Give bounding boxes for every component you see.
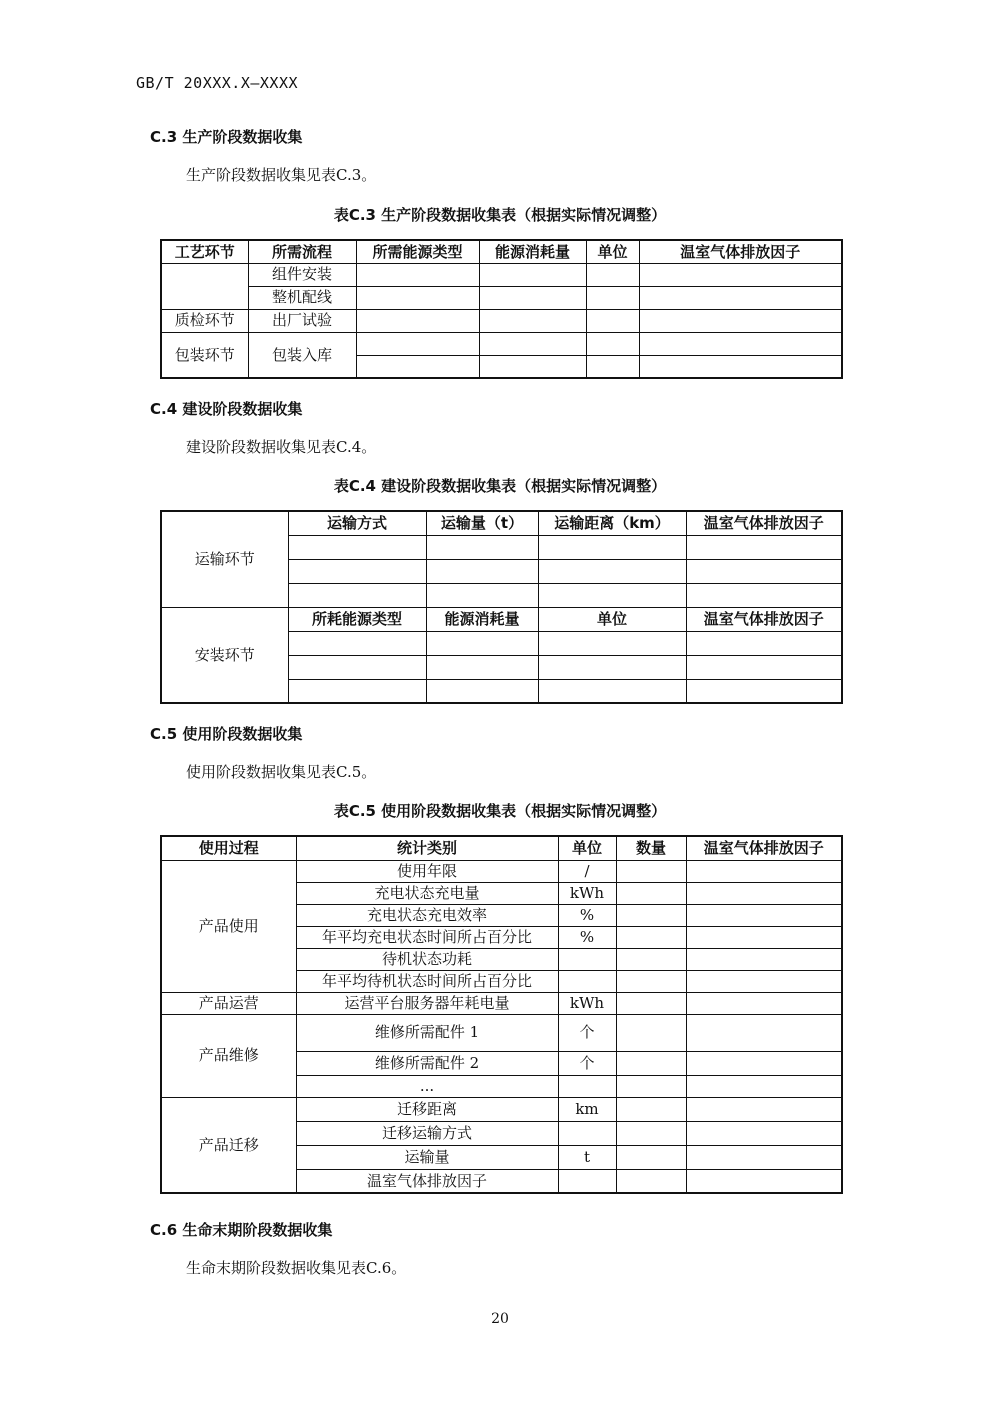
column-header: 所需流程 (248, 240, 356, 263)
paragraph-c3: 生产阶段数据收集见表C.3。 (186, 166, 377, 184)
column-header: 使用过程 (161, 836, 296, 860)
group-cell-move: 产品迁移 (161, 1097, 296, 1193)
empty-cell (616, 1121, 686, 1145)
empty-cell (639, 286, 842, 309)
stage-cell: 质检环节 (161, 309, 248, 332)
group-cell-use: 产品使用 (161, 860, 296, 992)
empty-cell (686, 948, 842, 970)
empty-cell (616, 1075, 686, 1097)
empty-cell (288, 679, 426, 703)
table-row (161, 1014, 842, 1051)
column-header: 能源消耗量 (426, 607, 538, 631)
column-header: 温室气体排放因子 (639, 240, 842, 263)
table-caption-c4: 表C.4 建设阶段数据收集表（根据实际情况调整） (333, 477, 667, 495)
table-row (161, 992, 842, 1014)
empty-cell (686, 882, 842, 904)
empty-cell (686, 631, 842, 655)
column-header: 单位 (586, 240, 639, 263)
item-cell: 运营平台服务器年耗电量 (296, 992, 558, 1014)
column-header: 运输量（t） (426, 511, 538, 535)
empty-cell (616, 882, 686, 904)
table-row (161, 332, 842, 355)
column-header: 温室气体排放因子 (686, 511, 842, 535)
empty-cell (356, 286, 479, 309)
table-c5 (160, 835, 843, 1194)
empty-cell (426, 679, 538, 703)
unit-cell (558, 1169, 616, 1193)
column-header: 单位 (558, 836, 616, 860)
empty-cell (686, 559, 842, 583)
empty-cell (479, 309, 586, 332)
empty-cell (479, 286, 586, 309)
empty-cell (686, 992, 842, 1014)
empty-cell (288, 631, 426, 655)
process-cell: 组件安装 (248, 263, 356, 286)
empty-cell (426, 631, 538, 655)
item-cell: 维修所需配件 1 (296, 1014, 558, 1051)
empty-cell (686, 926, 842, 948)
empty-cell (639, 309, 842, 332)
column-header: 统计类别 (296, 836, 558, 860)
empty-cell (538, 559, 686, 583)
empty-cell (356, 355, 479, 378)
empty-cell (288, 655, 426, 679)
section-title-c6: C.6 生命末期阶段数据收集 (150, 1221, 333, 1239)
table-header-row (161, 240, 842, 263)
empty-cell (639, 355, 842, 378)
empty-cell (686, 1145, 842, 1169)
empty-cell (686, 655, 842, 679)
item-cell: 年平均充电状态时间所占百分比 (296, 926, 558, 948)
empty-cell (686, 1014, 842, 1051)
column-header: 温室气体排放因子 (686, 836, 842, 860)
empty-cell (686, 583, 842, 607)
empty-cell (686, 1075, 842, 1097)
column-header: 所耗能源类型 (288, 607, 426, 631)
table-row (161, 309, 842, 332)
empty-cell (586, 286, 639, 309)
empty-cell (616, 970, 686, 992)
empty-cell (288, 559, 426, 583)
table-caption-c3: 表C.3 生产阶段数据收集表（根据实际情况调整） (333, 206, 667, 224)
item-cell: 年平均待机状态时间所占百分比 (296, 970, 558, 992)
stage-cell (161, 263, 248, 309)
item-cell: ... (296, 1075, 558, 1097)
page-number: 20 (491, 1311, 509, 1327)
empty-cell (616, 904, 686, 926)
group-cell-ops: 产品运营 (161, 992, 296, 1014)
table-row (161, 511, 842, 535)
item-cell: 待机状态功耗 (296, 948, 558, 970)
empty-cell (356, 309, 479, 332)
item-cell: 运输量 (296, 1145, 558, 1169)
table-c3 (160, 239, 843, 379)
column-header: 温室气体排放因子 (686, 607, 842, 631)
process-cell: 包装入库 (248, 332, 356, 378)
unit-cell: 个 (558, 1014, 616, 1051)
column-header: 运输方式 (288, 511, 426, 535)
unit-cell: % (558, 904, 616, 926)
table-caption-c5: 表C.5 使用阶段数据收集表（根据实际情况调整） (333, 802, 667, 820)
item-cell: 迁移运输方式 (296, 1121, 558, 1145)
item-cell: 温室气体排放因子 (296, 1169, 558, 1193)
empty-cell (616, 1097, 686, 1121)
column-header: 所需能源类型 (356, 240, 479, 263)
unit-cell (558, 948, 616, 970)
group-cell-maint: 产品维修 (161, 1014, 296, 1097)
empty-cell (288, 535, 426, 559)
empty-cell (479, 263, 586, 286)
column-header: 工艺环节 (161, 240, 248, 263)
empty-cell (479, 355, 586, 378)
process-cell: 整机配线 (248, 286, 356, 309)
section-title-c3: C.3 生产阶段数据收集 (150, 128, 303, 146)
empty-cell (639, 332, 842, 355)
unit-cell: % (558, 926, 616, 948)
unit-cell: 个 (558, 1051, 616, 1075)
unit-cell: / (558, 860, 616, 882)
item-cell: 维修所需配件 2 (296, 1051, 558, 1075)
empty-cell (686, 904, 842, 926)
empty-cell (686, 679, 842, 703)
unit-cell: t (558, 1145, 616, 1169)
table-row (161, 1097, 842, 1121)
empty-cell (538, 583, 686, 607)
empty-cell (686, 860, 842, 882)
empty-cell (616, 860, 686, 882)
empty-cell (538, 655, 686, 679)
empty-cell (479, 332, 586, 355)
empty-cell (586, 263, 639, 286)
table-c4 (160, 510, 843, 704)
item-cell: 充电状态充电效率 (296, 904, 558, 926)
empty-cell (586, 355, 639, 378)
empty-cell (686, 1097, 842, 1121)
column-header: 数量 (616, 836, 686, 860)
empty-cell (586, 309, 639, 332)
empty-cell (356, 263, 479, 286)
empty-cell (538, 631, 686, 655)
empty-cell (426, 655, 538, 679)
item-cell: 充电状态充电量 (296, 882, 558, 904)
unit-cell (558, 1121, 616, 1145)
column-header: 单位 (538, 607, 686, 631)
stage-cell-install: 安装环节 (161, 607, 288, 703)
column-header: 能源消耗量 (479, 240, 586, 263)
empty-cell (639, 263, 842, 286)
section-title-c4: C.4 建设阶段数据收集 (150, 400, 303, 418)
empty-cell (616, 992, 686, 1014)
unit-cell: kWh (558, 992, 616, 1014)
item-cell: 迁移距离 (296, 1097, 558, 1121)
empty-cell (616, 1014, 686, 1051)
empty-cell (686, 1169, 842, 1193)
empty-cell (616, 1145, 686, 1169)
empty-cell (616, 926, 686, 948)
table-header-row (161, 836, 842, 860)
empty-cell (538, 679, 686, 703)
empty-cell (538, 535, 686, 559)
empty-cell (426, 583, 538, 607)
table-row (161, 607, 842, 631)
table-row (161, 860, 842, 882)
unit-cell: kWh (558, 882, 616, 904)
table-row (161, 286, 842, 309)
process-cell: 出厂试验 (248, 309, 356, 332)
section-title-c5: C.5 使用阶段数据收集 (150, 725, 303, 743)
stage-cell-transport: 运输环节 (161, 511, 288, 607)
empty-cell (426, 559, 538, 583)
stage-cell: 包装环节 (161, 332, 248, 378)
empty-cell (288, 583, 426, 607)
empty-cell (686, 1121, 842, 1145)
empty-cell (616, 1169, 686, 1193)
paragraph-c5: 使用阶段数据收集见表C.5。 (186, 763, 377, 781)
empty-cell (686, 1051, 842, 1075)
empty-cell (686, 970, 842, 992)
unit-cell: km (558, 1097, 616, 1121)
empty-cell (356, 332, 479, 355)
standard-id: GB/T 20XXX.X—XXXX (136, 74, 299, 92)
empty-cell (586, 332, 639, 355)
item-cell: 使用年限 (296, 860, 558, 882)
table-row (161, 263, 842, 286)
empty-cell (616, 1051, 686, 1075)
empty-cell (426, 535, 538, 559)
unit-cell (558, 1075, 616, 1097)
unit-cell (558, 970, 616, 992)
paragraph-c6: 生命末期阶段数据收集见表C.6。 (186, 1259, 407, 1277)
empty-cell (616, 948, 686, 970)
empty-cell (686, 535, 842, 559)
column-header: 运输距离（km） (538, 511, 686, 535)
paragraph-c4: 建设阶段数据收集见表C.4。 (186, 438, 377, 456)
